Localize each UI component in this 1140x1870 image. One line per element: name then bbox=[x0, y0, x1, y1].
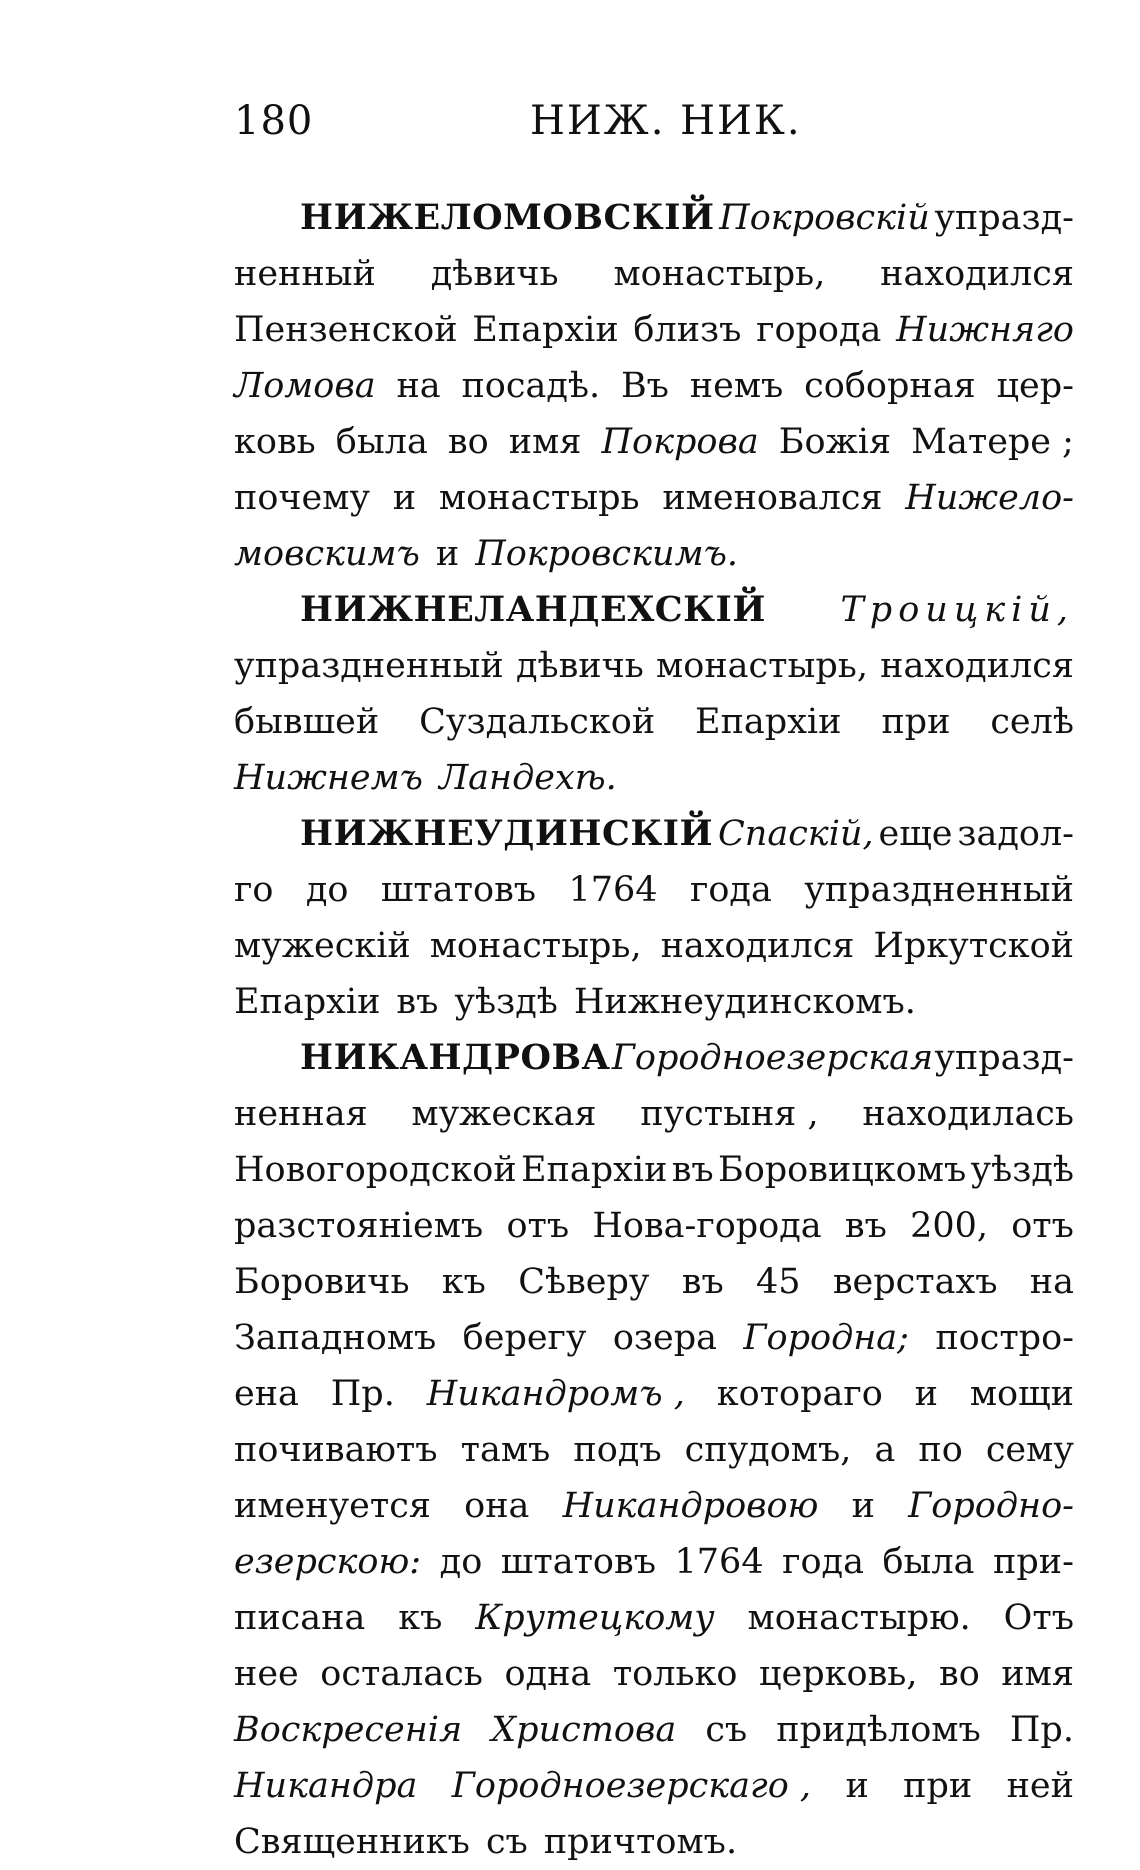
running-head: НИЖ. НИК. bbox=[530, 98, 802, 144]
word: монастырю. bbox=[747, 1598, 971, 1638]
text-line bbox=[234, 1366, 1074, 1422]
word: Городноезерская bbox=[611, 1038, 934, 1078]
word: Новогородской bbox=[234, 1150, 517, 1190]
word: ненный bbox=[234, 254, 376, 294]
word: Божiя bbox=[778, 422, 892, 462]
word: находился bbox=[660, 926, 855, 966]
word: въ bbox=[671, 1150, 714, 1190]
word: верстахъ bbox=[832, 1262, 998, 1302]
word: монастырь, bbox=[429, 926, 642, 966]
word: въ bbox=[844, 1206, 887, 1246]
word: 1764 bbox=[674, 1542, 764, 1582]
word: Священникъ bbox=[234, 1822, 470, 1862]
text-line bbox=[234, 1702, 1074, 1758]
word: 200, bbox=[910, 1206, 989, 1246]
text-line bbox=[234, 1534, 1074, 1590]
word: находилась bbox=[862, 1094, 1074, 1134]
word: на bbox=[1029, 1262, 1074, 1302]
word: и bbox=[914, 1374, 938, 1414]
word: нее bbox=[234, 1654, 299, 1694]
word: отъ bbox=[1011, 1206, 1074, 1246]
text-line bbox=[234, 750, 1074, 806]
word: уѣздѣ bbox=[454, 982, 558, 1022]
word: Западномъ bbox=[234, 1318, 437, 1358]
word: пустыня , bbox=[640, 1094, 819, 1134]
word: Покровскiй bbox=[719, 198, 930, 238]
word: причтомъ. bbox=[543, 1822, 738, 1862]
word: Суздальской bbox=[419, 702, 656, 742]
word: мужескiй bbox=[234, 926, 411, 966]
word: Пензенской bbox=[234, 310, 458, 350]
word: почиваютъ bbox=[234, 1430, 438, 1470]
word: Покровскимъ. bbox=[475, 534, 739, 574]
text-line bbox=[234, 1310, 1074, 1366]
word: упразд- bbox=[934, 198, 1074, 238]
word: въ bbox=[681, 1262, 724, 1302]
word: Никандромъ , bbox=[426, 1374, 685, 1414]
word: и bbox=[392, 478, 417, 518]
word: Воскресенiя bbox=[234, 1710, 463, 1750]
word: упразд- bbox=[934, 1038, 1074, 1078]
word: до bbox=[439, 1542, 483, 1582]
word: Покрова bbox=[601, 422, 759, 462]
word: немъ bbox=[689, 366, 784, 406]
word: Нижнемъ bbox=[234, 758, 423, 798]
word: штатовъ bbox=[500, 1542, 656, 1582]
word: монастырь bbox=[438, 478, 640, 518]
text-line bbox=[234, 358, 1074, 414]
text-line bbox=[234, 1198, 1074, 1254]
word: къ bbox=[398, 1598, 443, 1638]
word: Пр. bbox=[330, 1374, 395, 1414]
word: Боровичь bbox=[234, 1262, 410, 1302]
word: цер- bbox=[996, 366, 1074, 406]
word: Епархiи bbox=[234, 982, 381, 1022]
text-line bbox=[234, 694, 1074, 750]
word: еще bbox=[878, 814, 953, 854]
word: селѣ bbox=[990, 702, 1074, 742]
word: при bbox=[903, 1766, 973, 1806]
word: именовался bbox=[662, 478, 883, 518]
word: посадѣ. bbox=[461, 366, 601, 406]
word: Епархiи bbox=[695, 702, 842, 742]
word: котораго bbox=[716, 1374, 883, 1414]
text-line bbox=[234, 638, 1074, 694]
word: Ломова bbox=[234, 366, 376, 406]
word: разстоянiемъ bbox=[234, 1206, 484, 1246]
word: Никандровою bbox=[562, 1486, 819, 1526]
word: езерскою: bbox=[234, 1542, 422, 1582]
word: Спаскiй, bbox=[718, 814, 874, 854]
text-line bbox=[234, 1646, 1074, 1702]
text-line bbox=[234, 918, 1074, 974]
word: Никандра bbox=[234, 1766, 418, 1806]
word: церковь, bbox=[759, 1654, 918, 1694]
word: Боровицкомъ bbox=[717, 1150, 967, 1190]
word: Христова bbox=[491, 1710, 677, 1750]
word: мощи bbox=[969, 1374, 1074, 1414]
word: а bbox=[874, 1430, 896, 1470]
word: осталась bbox=[320, 1654, 483, 1694]
word: Нижело- bbox=[905, 478, 1074, 518]
word: Нижняго bbox=[896, 310, 1074, 350]
word: отъ bbox=[506, 1206, 570, 1246]
word: го bbox=[234, 870, 274, 910]
word: была bbox=[335, 422, 428, 462]
word: дѣвичь bbox=[515, 646, 644, 686]
word: въ bbox=[396, 982, 439, 1022]
text-line bbox=[234, 862, 1074, 918]
word: имя bbox=[1001, 1654, 1074, 1694]
text-line bbox=[234, 582, 1074, 638]
word: находился bbox=[880, 646, 1074, 686]
word: Городноезерскаго , bbox=[451, 1766, 812, 1806]
word: озера bbox=[612, 1318, 717, 1358]
word: только bbox=[612, 1654, 738, 1694]
text-line bbox=[234, 806, 1074, 862]
word: упраздненный bbox=[234, 646, 504, 686]
word: города bbox=[756, 310, 882, 350]
word: придѣломъ bbox=[776, 1710, 981, 1750]
word: бывшей bbox=[234, 702, 380, 742]
word: и bbox=[435, 534, 460, 574]
text-line bbox=[234, 246, 1074, 302]
text-line bbox=[234, 1086, 1074, 1142]
word: Ландехѣ. bbox=[438, 758, 617, 798]
word: ненная bbox=[234, 1094, 368, 1134]
word: къ bbox=[441, 1262, 486, 1302]
word: монастырь, bbox=[613, 254, 826, 294]
word: Нова-города bbox=[592, 1206, 822, 1246]
word: мовскимъ bbox=[234, 534, 420, 574]
text-line bbox=[234, 1422, 1074, 1478]
word: задол- bbox=[957, 814, 1074, 854]
word: сему bbox=[985, 1430, 1074, 1470]
word: постро- bbox=[935, 1318, 1074, 1358]
word: съ bbox=[705, 1710, 748, 1750]
word: была bbox=[882, 1542, 975, 1582]
entry-heading: НИЖНЕЛАНДЕХСКIЙ bbox=[300, 589, 766, 630]
text-line bbox=[234, 1590, 1074, 1646]
word: Иркутской bbox=[873, 926, 1074, 966]
word: одна bbox=[504, 1654, 592, 1694]
text-line bbox=[234, 526, 1074, 582]
word: Пр. bbox=[1009, 1710, 1074, 1750]
word: Сѣверу bbox=[518, 1262, 650, 1302]
word: писана bbox=[234, 1598, 366, 1638]
word: 45 bbox=[756, 1262, 801, 1302]
text-line bbox=[234, 1254, 1074, 1310]
word: близъ bbox=[633, 310, 742, 350]
text-line bbox=[234, 1758, 1074, 1814]
word: Въ bbox=[620, 366, 669, 406]
word: до bbox=[305, 870, 349, 910]
word: ковь bbox=[234, 422, 316, 462]
word: соборная bbox=[804, 366, 976, 406]
word: Епархiи bbox=[472, 310, 619, 350]
word: уѣздѣ bbox=[970, 1150, 1074, 1190]
word: штатовъ bbox=[380, 870, 537, 910]
word: тамъ bbox=[460, 1430, 551, 1470]
word: именуется bbox=[234, 1486, 431, 1526]
word: Отъ bbox=[1003, 1598, 1074, 1638]
word: монастырь, bbox=[656, 646, 868, 686]
word: по bbox=[918, 1430, 963, 1470]
word: мужеская bbox=[411, 1094, 597, 1134]
word: Епархiи bbox=[520, 1150, 668, 1190]
word: находился bbox=[880, 254, 1074, 294]
text-line bbox=[234, 1478, 1074, 1534]
text-line bbox=[234, 1814, 1074, 1870]
word: и bbox=[845, 1766, 869, 1806]
word: на bbox=[396, 366, 441, 406]
text-line bbox=[234, 1030, 1074, 1086]
text-line bbox=[234, 190, 1074, 246]
entry-heading: НИЖНЕУДИНСКIЙ bbox=[300, 813, 714, 854]
word: ена bbox=[234, 1374, 299, 1414]
text-line bbox=[234, 414, 1074, 470]
word: ней bbox=[1006, 1766, 1074, 1806]
word: при- bbox=[993, 1542, 1074, 1582]
word: спудомъ, bbox=[684, 1430, 852, 1470]
text-line bbox=[234, 470, 1074, 526]
word: года bbox=[782, 1542, 864, 1582]
word: Нижнеудинскомъ. bbox=[573, 982, 916, 1022]
word: Матере ; bbox=[911, 422, 1074, 462]
word: она bbox=[464, 1486, 530, 1526]
word: почему bbox=[234, 478, 371, 518]
word: Городна; bbox=[743, 1318, 909, 1358]
word: во bbox=[447, 422, 489, 462]
page-number: 180 bbox=[234, 98, 314, 144]
word: при bbox=[881, 702, 951, 742]
word: берегу bbox=[462, 1318, 587, 1358]
word: во bbox=[938, 1654, 980, 1694]
entry-heading: НИКАНДРОВА bbox=[300, 1037, 611, 1078]
word: подъ bbox=[573, 1430, 662, 1470]
word: имя bbox=[508, 422, 582, 462]
entry-heading: НИЖЕЛОМОВСКIЙ bbox=[300, 197, 715, 238]
page-header bbox=[234, 98, 874, 158]
word: съ bbox=[485, 1822, 528, 1862]
word: Троицкiй, bbox=[840, 590, 1074, 630]
word: года bbox=[690, 870, 772, 910]
text-line bbox=[234, 1142, 1074, 1198]
page-body bbox=[234, 190, 1074, 1870]
text-line bbox=[234, 974, 1074, 1030]
word: упраздненный bbox=[804, 870, 1074, 910]
word: Городно- bbox=[908, 1486, 1074, 1526]
word: и bbox=[851, 1486, 875, 1526]
word: дѣвичь bbox=[430, 254, 559, 294]
text-line bbox=[234, 302, 1074, 358]
word: Крутецкому bbox=[475, 1598, 715, 1638]
word: 1764 bbox=[568, 870, 658, 910]
